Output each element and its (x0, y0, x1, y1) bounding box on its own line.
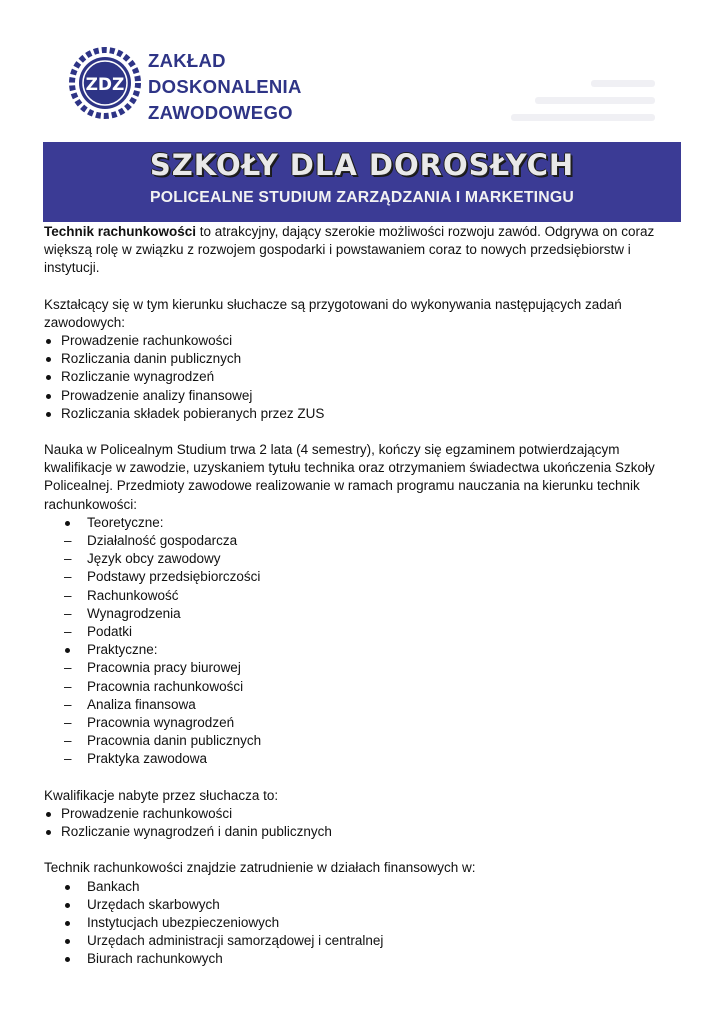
list-item: – Język obcy zawodowy (44, 550, 684, 568)
theoretical-list (44, 532, 684, 641)
zdz-seal-logo (68, 46, 142, 120)
list-item: Instytucjach ubezpieczeniowych (44, 914, 684, 932)
logo-line: DOSKONALENIA (148, 76, 302, 97)
qualifications-list (44, 805, 684, 841)
list-item: – Analiza finansowa (44, 696, 684, 714)
list-item: – Praktyka zawodowa (44, 750, 684, 768)
list-item: – Wynagrodzenia (44, 605, 684, 623)
list-item: – Rachunkowość (44, 587, 684, 605)
study-paragraph: Nauka w Policealnym Studium trwa 2 lata (4 semestry), kończy się egzaminem potwierdzającym kwalifikacje w zawodzie, uzyskaniem tytułu technika oraz otrzymaniem świadectwa ukończenia Szkoły Policealnej. Przedmioty zawodowe realizowanie w ramach programu nauczania na kierunku technik rachunkowości: (44, 442, 655, 512)
employment-heading: Technik rachunkowości znajdzie zatrudnienie w działach finansowych w: (44, 860, 476, 876)
practical-list (44, 659, 684, 768)
list-item: – Pracownia wynagrodzeń (44, 714, 684, 732)
banner (43, 142, 681, 222)
list-item: Rozliczania danin publicznych (44, 350, 684, 368)
theoretical-label: Teoretyczne: (44, 514, 684, 532)
intro-paragraph (44, 223, 684, 278)
list-item: – Pracownia danin publicznych (44, 732, 684, 750)
practical-label-list (44, 641, 684, 659)
list-item: – Działalność gospodarcza (44, 532, 684, 550)
qualifications-heading: Kwalifikacje nabyte przez słuchacza to: (44, 787, 279, 803)
faint-background-decoration (495, 70, 655, 140)
list-item: – Pracownia rachunkowości (44, 678, 684, 696)
theoretical-label-list (44, 514, 684, 532)
practical-label: Praktyczne: (44, 641, 684, 659)
intro-text: to atrakcyjny, dający szerokie możliwości rozwoju zawód. Odgrywa on coraz większą rolę w związku z rozwojem gospodarki i powstawaniem coraz to nowych przedsiębiorstw i instytucji. (44, 224, 655, 276)
list-item: – Podstawy przedsiębiorczości (44, 568, 684, 586)
list-item: Prowadzenie rachunkowości (44, 332, 684, 350)
banner-title: SZKOŁY DLA DOROSŁYCH (149, 148, 575, 182)
logo-text (148, 48, 302, 126)
employment-list (44, 878, 684, 969)
intro-bold: Technik rachunkowości (44, 224, 197, 239)
list-item: Rozliczanie wynagrodzeń i danin publicznych (44, 823, 684, 841)
tasks-heading: Kształcący się w tym kierunku słuchacze są przygotowani do wykonywania następujących zadań zawodowych: (44, 296, 622, 330)
list-item: – Pracownia pracy biurowej (44, 659, 684, 677)
seal-text: ZDZ (85, 75, 125, 95)
list-item: Urzędach skarbowych (44, 896, 684, 914)
list-item: Rozliczanie wynagrodzeń (44, 368, 684, 386)
list-item: Prowadzenie rachunkowości (44, 805, 684, 823)
banner-subtitle: POLICEALNE STUDIUM ZARZĄDZANIA I MARKETINGU (150, 189, 574, 206)
logo-line: ZAWODOWEGO (148, 102, 293, 123)
logo-line: ZAKŁAD (148, 50, 226, 71)
list-item: Bankach (44, 878, 684, 896)
list-item: Urzędach administracji samorządowej i centralnej (44, 932, 684, 950)
school-logo (68, 46, 368, 138)
list-item: Biurach rachunkowych (44, 950, 684, 968)
document-body (44, 223, 684, 969)
tasks-list (44, 332, 684, 423)
list-item: – Podatki (44, 623, 684, 641)
list-item: Prowadzenie analizy finansowej (44, 387, 684, 405)
list-item: Rozliczania składek pobieranych przez ZUS (44, 405, 684, 423)
